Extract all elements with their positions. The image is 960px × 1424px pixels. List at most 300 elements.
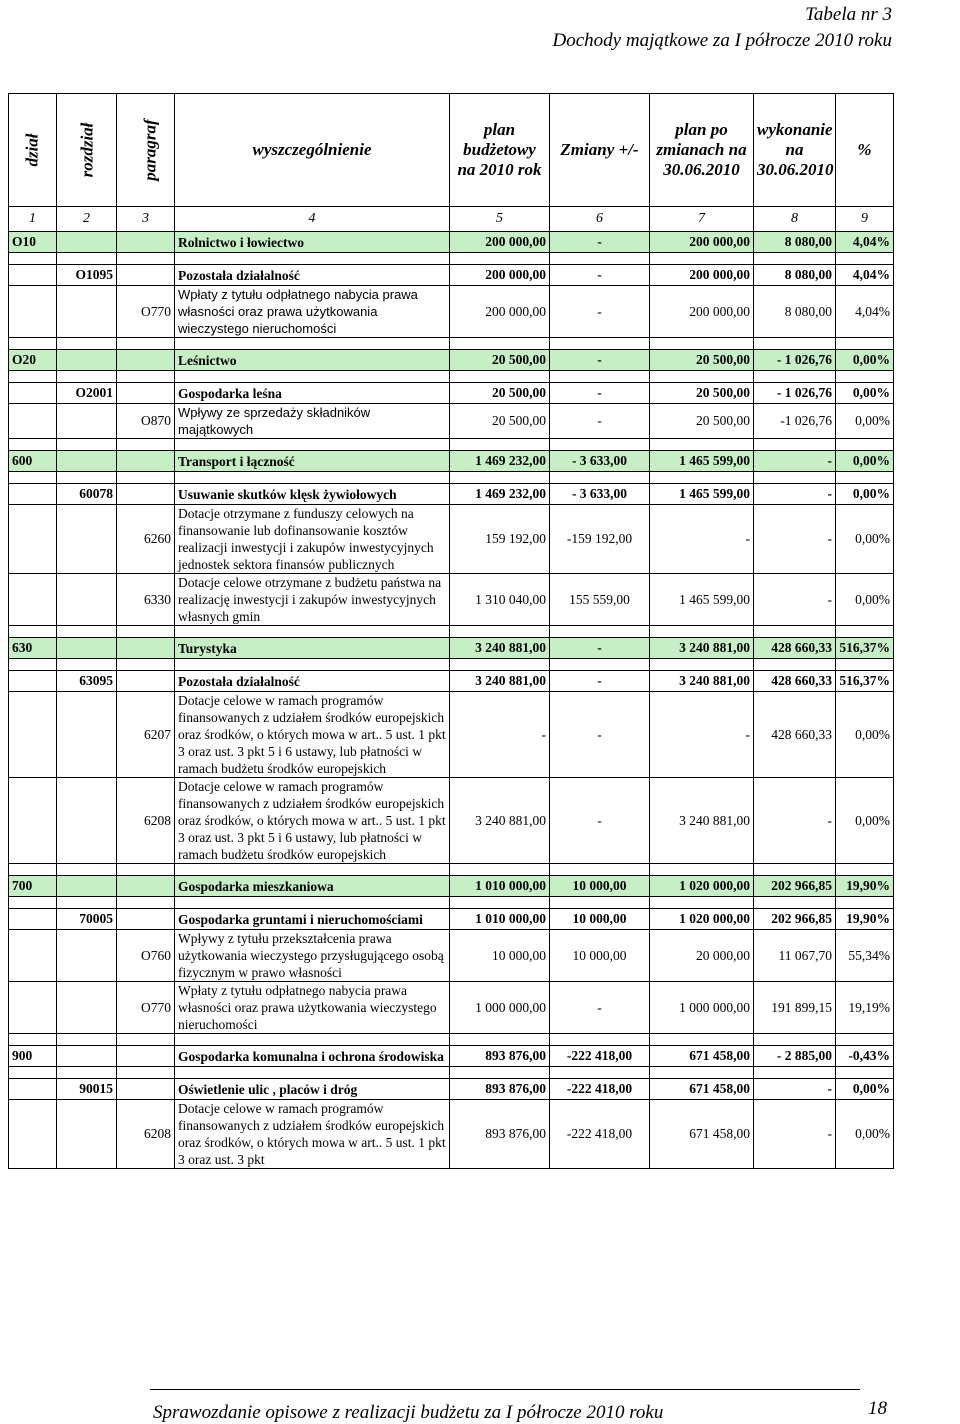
spacer-cell [754,472,836,484]
execution-value: 8 080,00 [754,265,836,286]
paragraf-cell [117,350,175,371]
spacer-cell [450,626,550,638]
section-row [9,638,894,659]
change-value: -222 418,00 [550,1079,650,1100]
dzial-code: O20 [9,350,57,371]
spacer-cell [9,338,57,350]
spacer-row [9,659,894,671]
rozdzial-cell [57,1046,117,1067]
section-row [9,876,894,897]
plan-value: 159 192,00 [450,505,550,574]
paragraf-cell [117,876,175,897]
rozdzial-cell [57,451,117,472]
percent-value: 55,34% [836,930,894,982]
plan-after-value: 200 000,00 [650,265,754,286]
percent-value: 516,37% [836,671,894,692]
spacer-cell [450,439,550,451]
rozdzial-cell [57,232,117,253]
spacer-cell [550,864,650,876]
table-subtitle: Dochody majątkowe za I półrocze 2010 roku [552,30,892,51]
spacer-cell [57,897,117,909]
column-number-row [9,207,894,232]
spacer-row [9,253,894,265]
rozdzial-cell [57,982,117,1034]
spacer-cell [117,1034,175,1046]
spacer-cell [650,864,754,876]
change-value: 10 000,00 [550,930,650,982]
spacer-cell [57,864,117,876]
spacer-cell [117,371,175,383]
percent-value: 0,00% [836,404,894,439]
row-description: Wpływy z tytułu przekształcenia prawa użytkowania wieczystego przysługującego osobą fizycznym w prawo własności [175,930,450,982]
spacer-row [9,897,894,909]
plan-value: 1 469 232,00 [450,484,550,505]
spacer-cell [650,253,754,265]
spacer-cell [57,338,117,350]
col-procent: % [836,94,894,207]
row-description: Gospodarka mieszkaniowa [175,876,450,897]
spacer-cell [650,439,754,451]
dzial-cell [9,930,57,982]
percent-value: 0,00% [836,1100,894,1169]
plan-after-value: 1 465 599,00 [650,451,754,472]
plan-after-value: - [650,505,754,574]
change-value: 10 000,00 [550,876,650,897]
percent-value: 4,04% [836,265,894,286]
chapter-row [9,909,894,930]
dzial-cell [9,383,57,404]
spacer-cell [836,659,894,671]
rozdzial-cell [57,1100,117,1169]
change-value: - [550,692,650,778]
execution-value: - [754,1079,836,1100]
spacer-cell [117,864,175,876]
spacer-cell [550,626,650,638]
col-number: 4 [175,207,450,232]
footer-divider [150,1389,860,1390]
spacer-cell [836,439,894,451]
col-number: 3 [117,207,175,232]
title-block [553,2,892,54]
execution-value: 428 660,33 [754,638,836,659]
dzial-cell [9,692,57,778]
execution-value: - [754,778,836,864]
dzial-cell [9,404,57,439]
page-number: 18 [868,1398,887,1419]
dzial-code: 630 [9,638,57,659]
row-description: Gospodarka gruntami i nieruchomościami [175,909,450,930]
percent-value: 4,04% [836,232,894,253]
change-value: - 3 633,00 [550,484,650,505]
percent-value: 0,00% [836,1079,894,1100]
rozdzial-cell [57,692,117,778]
spacer-cell [650,626,754,638]
spacer-row [9,864,894,876]
paragraph-row [9,286,894,338]
change-value: - [550,265,650,286]
spacer-cell [450,864,550,876]
execution-value: 8 080,00 [754,232,836,253]
row-description: Wpłaty z tytułu odpłatnego nabycia prawa własności oraz prawa użytkowania wieczystego nieruchomości [175,286,450,338]
rozdzial-code: 63095 [57,671,117,692]
dzial-cell [9,1079,57,1100]
percent-value: 0,00% [836,484,894,505]
budget-table [8,93,894,1169]
plan-after-value: 200 000,00 [650,286,754,338]
spacer-cell [117,338,175,350]
dzial-cell [9,265,57,286]
plan-value: 200 000,00 [450,232,550,253]
spacer-row [9,439,894,451]
paragraph-row [9,778,894,864]
dzial-cell [9,778,57,864]
spacer-cell [650,472,754,484]
paragraph-row [9,692,894,778]
execution-value: 11 067,70 [754,930,836,982]
col-zmiany: Zmiany +/- [550,94,650,207]
spacer-cell [9,626,57,638]
spacer-cell [9,1034,57,1046]
spacer-cell [117,472,175,484]
percent-value: 19,90% [836,909,894,930]
row-description: Dotacje otrzymane z funduszy celowych na finansowanie lub dofinansowanie kosztów realizacji inwestycji i zakupów inwestycyjnych jednostek sektora finansów publicznych [175,505,450,574]
percent-value: 4,04% [836,286,894,338]
plan-after-value: 3 240 881,00 [650,638,754,659]
change-value: - [550,232,650,253]
plan-value: 1 310 040,00 [450,574,550,626]
row-description: Dotacje celowe w ramach programów finansowanych z udziałem środków europejskich oraz środków, o których mowa w art.. 5 ust. 1 pkt 3 oraz ust. 3 pkt 5 i 6 ustawy, lub płatności w ramach budżetu środków europejskich [175,778,450,864]
percent-value: 0,00% [836,383,894,404]
dzial-cell [9,574,57,626]
paragraph-row [9,574,894,626]
paragraf-cell [117,383,175,404]
spacer-cell [9,1067,57,1079]
row-description: Oświetlenie ulic , placów i dróg [175,1079,450,1100]
rozdzial-cell [57,574,117,626]
paragraf-code: 6208 [117,778,175,864]
paragraf-code: O770 [117,286,175,338]
paragraph-row [9,1100,894,1169]
spacer-cell [550,253,650,265]
plan-after-value: 1 465 599,00 [650,574,754,626]
paragraph-row [9,930,894,982]
change-value: - 3 633,00 [550,451,650,472]
spacer-cell [9,439,57,451]
col-wyszczegolnienie: wyszczególnienie [175,94,450,207]
plan-value: 20 500,00 [450,350,550,371]
spacer-cell [117,1067,175,1079]
paragraf-code: 6208 [117,1100,175,1169]
change-value: -222 418,00 [550,1100,650,1169]
percent-value: 0,00% [836,574,894,626]
col-dzial: dział [9,94,57,207]
header-row [9,94,894,207]
plan-after-value: 671 458,00 [650,1100,754,1169]
spacer-cell [450,659,550,671]
spacer-cell [550,338,650,350]
rozdzial-cell [57,350,117,371]
row-description: Dotacje celowe otrzymane z budżetu państwa na realizację inwestycji i zakupów inwestycyjnych własnych gmin [175,574,450,626]
plan-value: 893 876,00 [450,1046,550,1067]
row-description: Wpływy ze sprzedaży składników majątkowych [175,404,450,439]
plan-value: 3 240 881,00 [450,638,550,659]
spacer-cell [650,371,754,383]
spacer-cell [9,897,57,909]
row-description: Gospodarka komunalna i ochrona środowiska [175,1046,450,1067]
change-value: - [550,638,650,659]
spacer-cell [650,1067,754,1079]
execution-value: 202 966,85 [754,876,836,897]
rozdzial-cell [57,638,117,659]
rozdzial-code: 70005 [57,909,117,930]
plan-value: 1 010 000,00 [450,876,550,897]
percent-value: 0,00% [836,350,894,371]
spacer-cell [117,626,175,638]
paragraf-cell [117,451,175,472]
execution-value: - [754,574,836,626]
rozdzial-cell [57,930,117,982]
spacer-cell [754,626,836,638]
spacer-cell [836,626,894,638]
paragraf-code: O770 [117,982,175,1034]
spacer-cell [450,1034,550,1046]
rozdzial-cell [57,505,117,574]
col-wykonanie: wykonanie na 30.06.2010 [754,94,836,207]
percent-value: 0,00% [836,451,894,472]
paragraph-row [9,982,894,1034]
change-value: 155 559,00 [550,574,650,626]
spacer-cell [550,659,650,671]
plan-value: 20 500,00 [450,404,550,439]
spacer-cell [450,253,550,265]
execution-value: - [754,484,836,505]
paragraph-row [9,505,894,574]
spacer-row [9,1034,894,1046]
spacer-cell [754,1067,836,1079]
change-value: -159 192,00 [550,505,650,574]
paragraf-cell [117,1046,175,1067]
rozdzial-cell [57,778,117,864]
plan-after-value: - [650,692,754,778]
rozdzial-cell [57,286,117,338]
chapter-row [9,265,894,286]
spacer-cell [117,897,175,909]
row-description: Rolnictwo i łowiectwo [175,232,450,253]
spacer-cell [836,864,894,876]
spacer-cell [57,626,117,638]
section-row [9,232,894,253]
spacer-row [9,1067,894,1079]
percent-value: -0,43% [836,1046,894,1067]
percent-value: 516,37% [836,638,894,659]
spacer-cell [175,1034,450,1046]
dzial-cell [9,1100,57,1169]
spacer-cell [550,371,650,383]
dzial-cell [9,671,57,692]
change-value: - [550,778,650,864]
rozdzial-cell [57,404,117,439]
spacer-cell [650,897,754,909]
paragraph-row [9,404,894,439]
spacer-cell [9,659,57,671]
spacer-cell [836,472,894,484]
rozdzial-code: O2001 [57,383,117,404]
spacer-cell [550,897,650,909]
paragraf-cell [117,484,175,505]
table-number: Tabela nr 3 [805,4,892,25]
execution-value: - 2 885,00 [754,1046,836,1067]
plan-after-value: 1 465 599,00 [650,484,754,505]
dzial-code: O10 [9,232,57,253]
row-description: Pozostała działalność [175,265,450,286]
execution-value: - [754,505,836,574]
change-value: - [550,383,650,404]
paragraf-code: O870 [117,404,175,439]
plan-after-value: 200 000,00 [650,232,754,253]
spacer-cell [754,439,836,451]
spacer-cell [650,338,754,350]
row-description: Wpłaty z tytułu odpłatnego nabycia prawa własności oraz prawa użytkowania wieczystego nieruchomości [175,982,450,1034]
footer-text: Sprawozdanie opisowe z realizacji budżetu za I półrocze 2010 roku [153,1402,664,1423]
dzial-cell [9,505,57,574]
spacer-cell [175,864,450,876]
spacer-cell [57,659,117,671]
percent-value: 0,00% [836,778,894,864]
change-value: - [550,350,650,371]
plan-value: - [450,692,550,778]
spacer-cell [175,472,450,484]
spacer-cell [550,439,650,451]
plan-after-value: 3 240 881,00 [650,671,754,692]
rozdzial-code: 60078 [57,484,117,505]
spacer-cell [57,439,117,451]
section-row [9,1046,894,1067]
plan-after-value: 20 500,00 [650,350,754,371]
spacer-cell [117,253,175,265]
plan-after-value: 1 020 000,00 [650,876,754,897]
spacer-cell [450,371,550,383]
paragraf-code: 6330 [117,574,175,626]
spacer-cell [836,338,894,350]
plan-value: 893 876,00 [450,1100,550,1169]
plan-after-value: 671 458,00 [650,1079,754,1100]
paragraf-code: 6207 [117,692,175,778]
spacer-cell [9,472,57,484]
paragraf-cell [117,638,175,659]
percent-value: 19,19% [836,982,894,1034]
row-description: Leśnictwo [175,350,450,371]
execution-value: - [754,1100,836,1169]
execution-value: 8 080,00 [754,286,836,338]
change-value: - [550,286,650,338]
spacer-cell [550,1034,650,1046]
spacer-cell [550,1067,650,1079]
spacer-cell [836,1034,894,1046]
dzial-cell [9,982,57,1034]
change-value: - [550,982,650,1034]
col-plan-po: plan po zmianach na 30.06.2010 [650,94,754,207]
rozdzial-code: O1095 [57,265,117,286]
spacer-cell [57,1034,117,1046]
spacer-cell [9,371,57,383]
plan-after-value: 3 240 881,00 [650,778,754,864]
spacer-cell [175,371,450,383]
plan-value: 1 469 232,00 [450,451,550,472]
spacer-cell [57,472,117,484]
plan-value: 893 876,00 [450,1079,550,1100]
col-number: 1 [9,207,57,232]
col-number: 6 [550,207,650,232]
spacer-row [9,626,894,638]
paragraf-cell [117,909,175,930]
spacer-cell [754,253,836,265]
spacer-row [9,371,894,383]
spacer-cell [9,253,57,265]
section-row [9,451,894,472]
plan-after-value: 1 000 000,00 [650,982,754,1034]
spacer-cell [754,338,836,350]
rozdzial-code: 90015 [57,1079,117,1100]
dzial-code: 900 [9,1046,57,1067]
spacer-cell [650,1034,754,1046]
spacer-cell [175,439,450,451]
spacer-cell [57,1067,117,1079]
change-value: 10 000,00 [550,909,650,930]
plan-after-value: 20 000,00 [650,930,754,982]
section-row [9,350,894,371]
dzial-code: 700 [9,876,57,897]
plan-value: 3 240 881,00 [450,778,550,864]
plan-after-value: 20 500,00 [650,404,754,439]
col-plan: plan budżetowy na 2010 rok [450,94,550,207]
chapter-row [9,1079,894,1100]
spacer-cell [57,371,117,383]
row-description: Pozostała działalność [175,671,450,692]
spacer-cell [175,1067,450,1079]
spacer-cell [450,338,550,350]
spacer-cell [754,659,836,671]
spacer-cell [175,626,450,638]
spacer-cell [9,864,57,876]
row-description: Gospodarka leśna [175,383,450,404]
row-description: Dotacje celowe w ramach programów finansowanych z udziałem środków europejskich oraz środków, o których mowa w art.. 5 ust. 1 pkt 3 oraz ust. 3 pkt [175,1100,450,1169]
spacer-cell [450,897,550,909]
plan-value: 20 500,00 [450,383,550,404]
spacer-cell [754,864,836,876]
dzial-code: 600 [9,451,57,472]
spacer-cell [836,371,894,383]
spacer-cell [550,472,650,484]
percent-value: 0,00% [836,692,894,778]
table-body [9,232,894,1169]
execution-value: 202 966,85 [754,909,836,930]
spacer-cell [754,1034,836,1046]
spacer-cell [175,338,450,350]
col-number: 8 [754,207,836,232]
spacer-cell [117,439,175,451]
execution-value: -1 026,76 [754,404,836,439]
spacer-cell [754,371,836,383]
plan-after-value: 1 020 000,00 [650,909,754,930]
dzial-cell [9,286,57,338]
execution-value: - [754,451,836,472]
spacer-cell [836,1067,894,1079]
spacer-cell [836,253,894,265]
change-value: - [550,671,650,692]
paragraf-code: O760 [117,930,175,982]
spacer-cell [754,897,836,909]
plan-value: 200 000,00 [450,286,550,338]
